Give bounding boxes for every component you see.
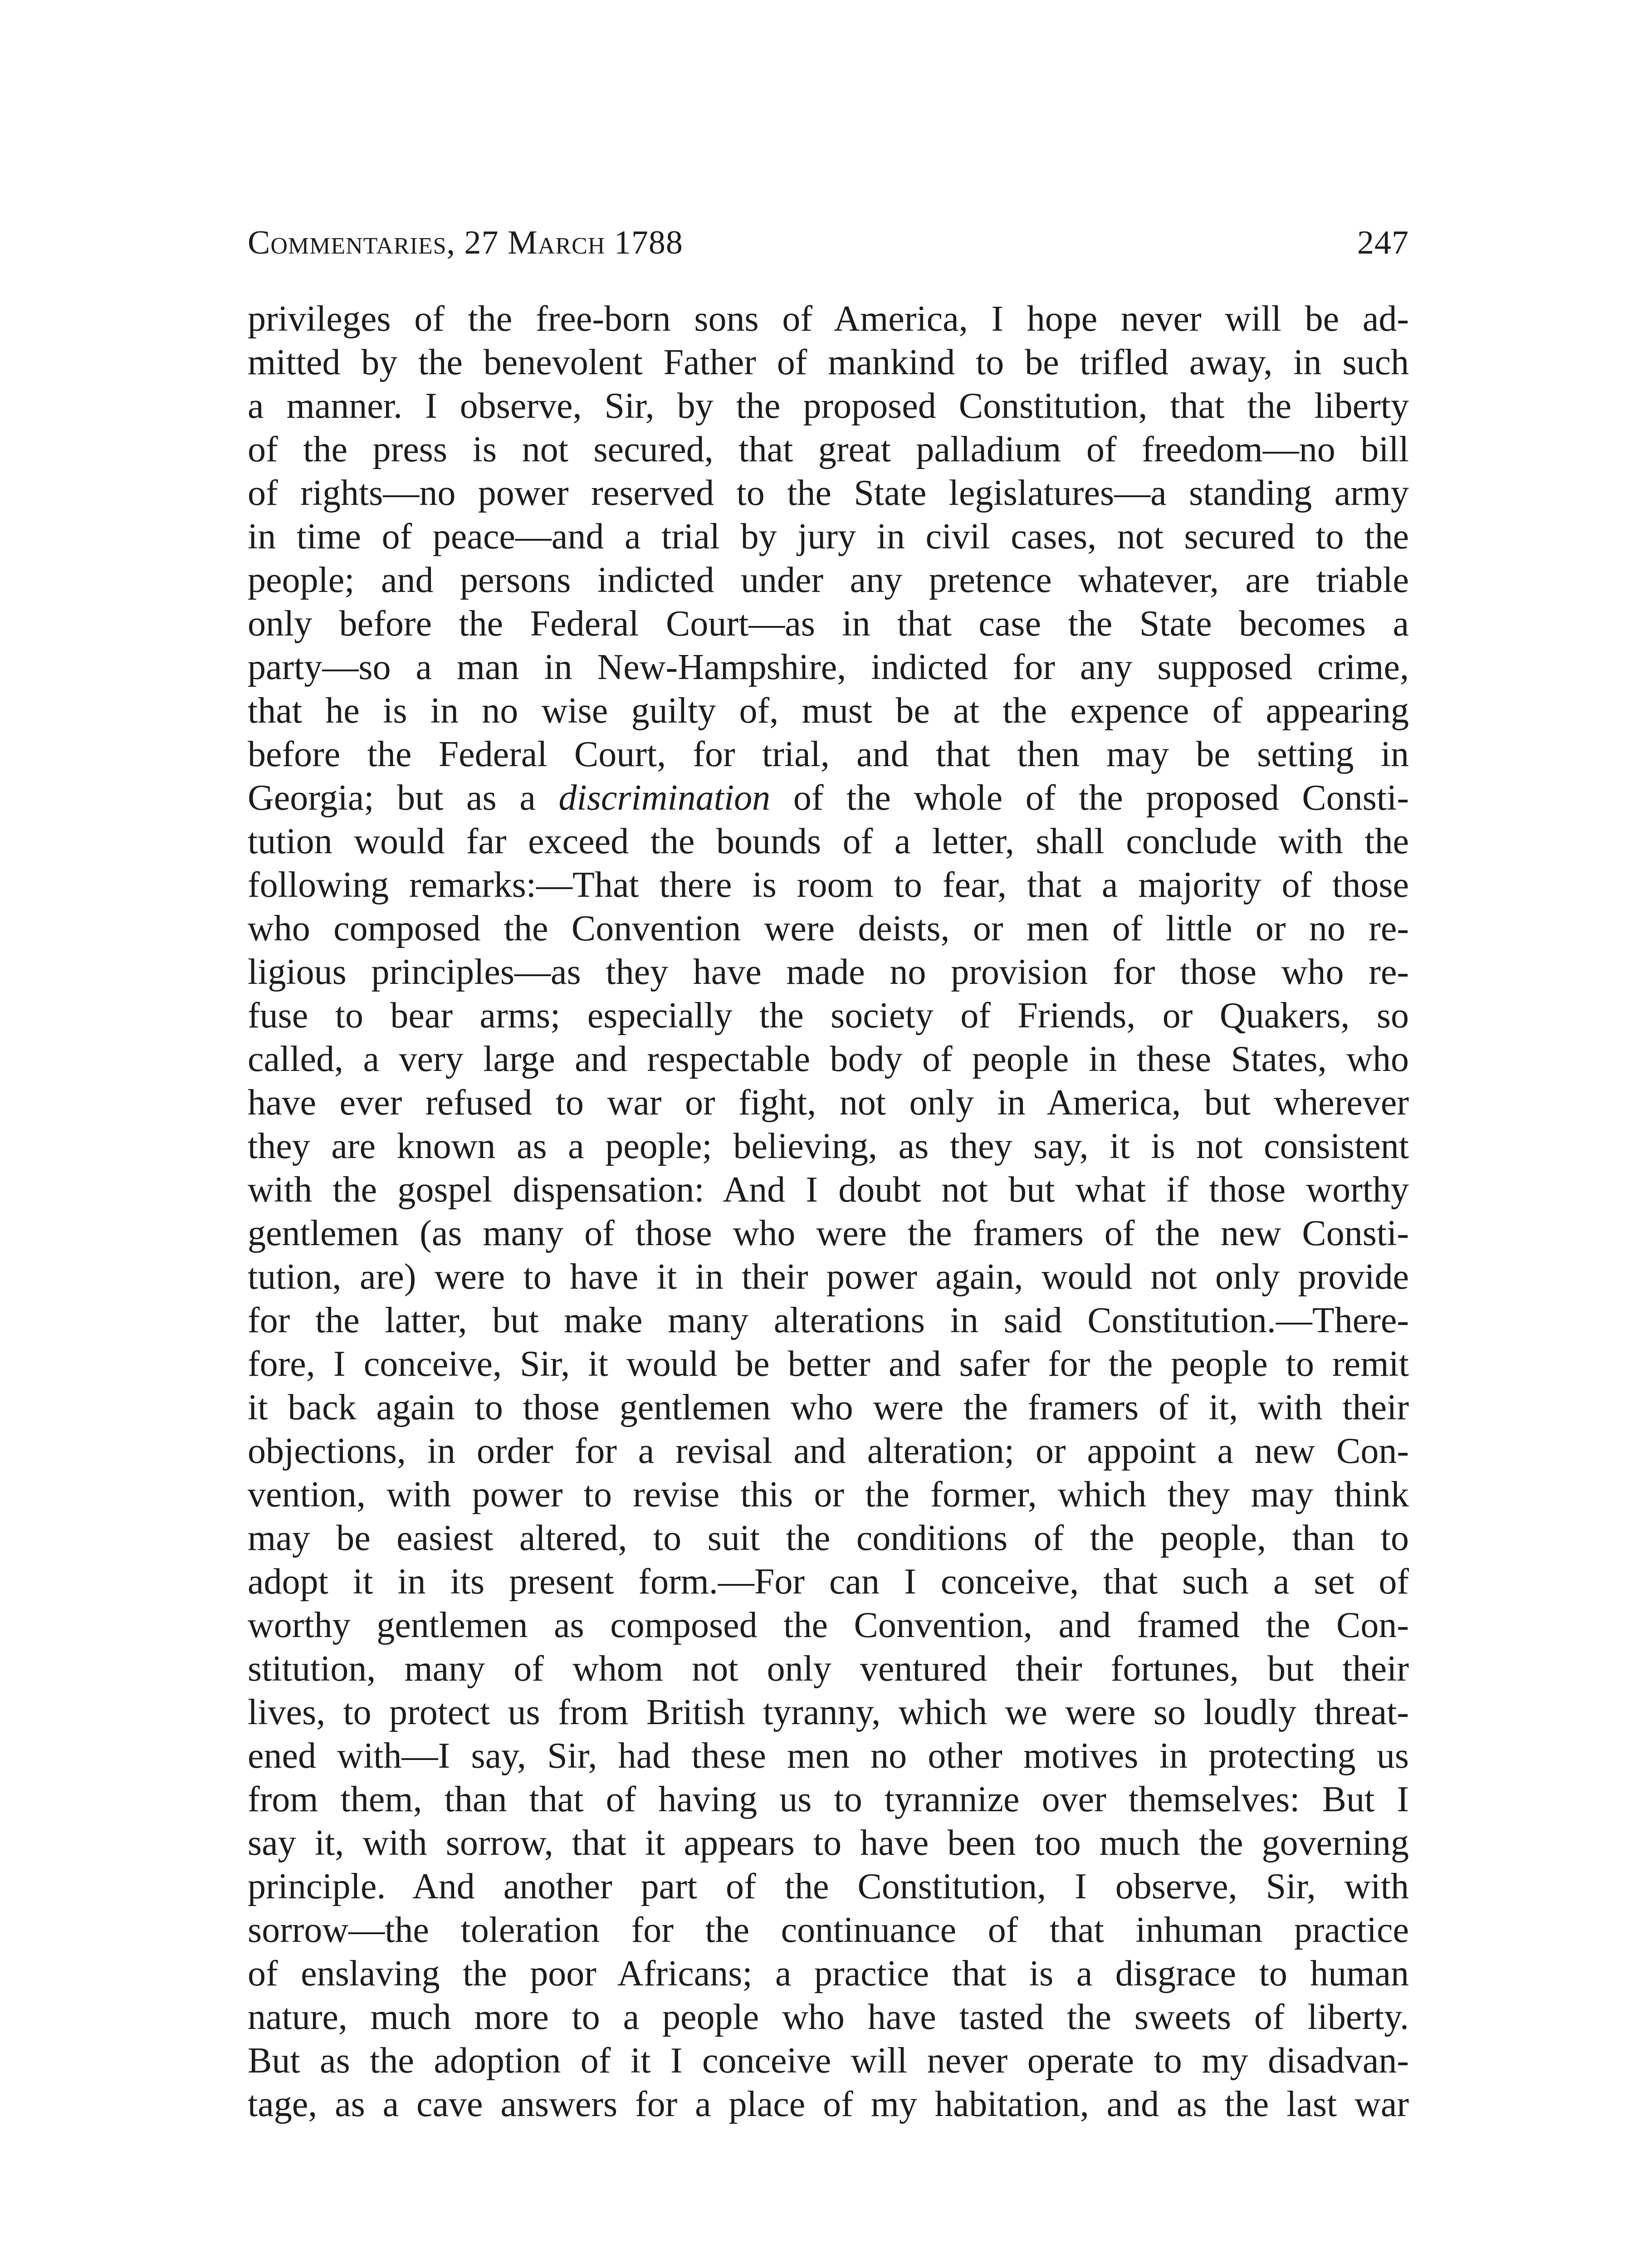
text-line-17: fuse to bear arms; especially the society of Friends, or Quakers, so xyxy=(248,996,1409,1036)
text-line-25: fore, I conceive, Sir, it would be better and safer for the people to remit xyxy=(248,1344,1409,1384)
running-title-date: , 27 xyxy=(446,224,508,261)
text-line-42: tage, as a cave answers for a place of my habitation, and as the last war xyxy=(248,2084,1409,2124)
text-line-38: sorrow—the toleration for the continuance of that inhuman practice xyxy=(248,1910,1409,1950)
text-line-39: of enslaving the poor Africans; a practice that is a disgrace to human xyxy=(248,1954,1409,1994)
text-line-4: of the press is not secured, that great palladium of freedom—no bill xyxy=(248,430,1409,469)
text-line-27: objections, in order for a revisal and alteration; or appoint a new Con- xyxy=(248,1431,1409,1471)
running-title-smallcaps-1: ommentaries xyxy=(270,224,447,261)
text-line-5: of rights—no power reserved to the State legislatures—a standing army xyxy=(248,473,1409,513)
text-line-1: privileges of the free-born sons of America, I hope never will be ad- xyxy=(248,299,1409,339)
text-line-11: before the Federal Court, for trial, and that then may be setting in xyxy=(248,734,1409,774)
text-line-37: principle. And another part of the Constitution, I observe, Sir, with xyxy=(248,1867,1409,1906)
text-line-18: called, a very large and respectable body of people in these States, who xyxy=(248,1039,1409,1079)
running-title-initial-1: C xyxy=(248,224,271,261)
text-line-6: in time of peace—and a trial by jury in civil cases, not secured to the xyxy=(248,517,1409,557)
text-line-10: that he is in no wise guilty of, must be at the expence of appearing xyxy=(248,691,1409,731)
italic-discrimination: discrimination xyxy=(558,778,771,818)
body-text xyxy=(248,297,1409,2126)
running-title-smallcaps-2: arch xyxy=(538,224,606,261)
text-line-26: it back again to those gentlemen who were the framers of it, with their xyxy=(248,1388,1409,1427)
text-line-8: only before the Federal Court—as in that case the State becomes a xyxy=(248,604,1409,644)
running-title-initial-2: M xyxy=(508,224,538,261)
text-line-21: with the gospel dispensation: And I doubt not but what if those worthy xyxy=(248,1170,1409,1210)
text-line-35: from them, than that of having us to tyrannize over themselves: But I xyxy=(248,1779,1409,1819)
text-line-41: But as the adoption of it I conceive will never operate to my disadvan- xyxy=(248,2041,1409,2081)
text-line-19: have ever refused to war or fight, not only in America, but wherever xyxy=(248,1083,1409,1123)
text-line-31: worthy gentlemen as composed the Convention, and framed the Con- xyxy=(248,1605,1409,1645)
text-line-32: stitution, many of whom not only ventured their fortunes, but their xyxy=(248,1649,1409,1689)
text-line-12-end: of the whole of the proposed Consti- xyxy=(770,778,1409,818)
text-line-24: for the latter, but make many alterations in said Constitution.—There- xyxy=(248,1300,1409,1340)
text-line-9: party—so a man in New-Hampshire, indicted for any supposed crime, xyxy=(248,647,1409,687)
running-title xyxy=(248,218,683,268)
text-line-15: who composed the Convention were deists, or men of little or no re- xyxy=(248,909,1409,948)
text-line-30: adopt it in its present form.—For can I conceive, that such a set of xyxy=(248,1562,1409,1602)
text-line-3: a manner. I observe, Sir, by the proposed Constitution, that the liberty xyxy=(248,386,1409,426)
text-line-12 xyxy=(248,776,1409,820)
page-number: 247 xyxy=(1357,224,1409,261)
text-line-23: tution, are) were to have it in their power again, would not only provide xyxy=(248,1257,1409,1297)
text-line-36: say it, with sorrow, that it appears to have been too much the governing xyxy=(248,1823,1409,1863)
running-head xyxy=(248,218,1409,268)
text-line-33: lives, to protect us from British tyranny, which we were so loudly threat- xyxy=(248,1692,1409,1732)
text-line-13: tution would far exceed the bounds of a letter, shall conclude with the xyxy=(248,821,1409,861)
text-line-34: ened with—I say, Sir, had these men no other motives in protecting us xyxy=(248,1736,1409,1776)
text-line-2: mitted by the benevolent Father of mankind to be trifled away, in such xyxy=(248,342,1409,382)
text-line-20: they are known as a people; believing, as they say, it is not consistent xyxy=(248,1126,1409,1166)
running-title-year: 1788 xyxy=(605,224,683,261)
text-line-40: nature, much more to a people who have tasted the sweets of liberty. xyxy=(248,1997,1409,2037)
text-line-28: vention, with power to revise this or the former, which they may think xyxy=(248,1475,1409,1515)
text-line-29: may be easiest altered, to suit the conditions of the people, than to xyxy=(248,1518,1409,1558)
text-line-7: people; and persons indicted under any pretence whatever, are triable xyxy=(248,560,1409,600)
text-line-14: following remarks:—That there is room to fear, that a majority of those xyxy=(248,865,1409,905)
text-line-22: gentlemen (as many of those who were the framers of the new Consti- xyxy=(248,1213,1409,1253)
text-line-16: ligious principles—as they have made no provision for those who re- xyxy=(248,952,1409,992)
text-line-12-start: Georgia; but as a xyxy=(248,778,559,818)
